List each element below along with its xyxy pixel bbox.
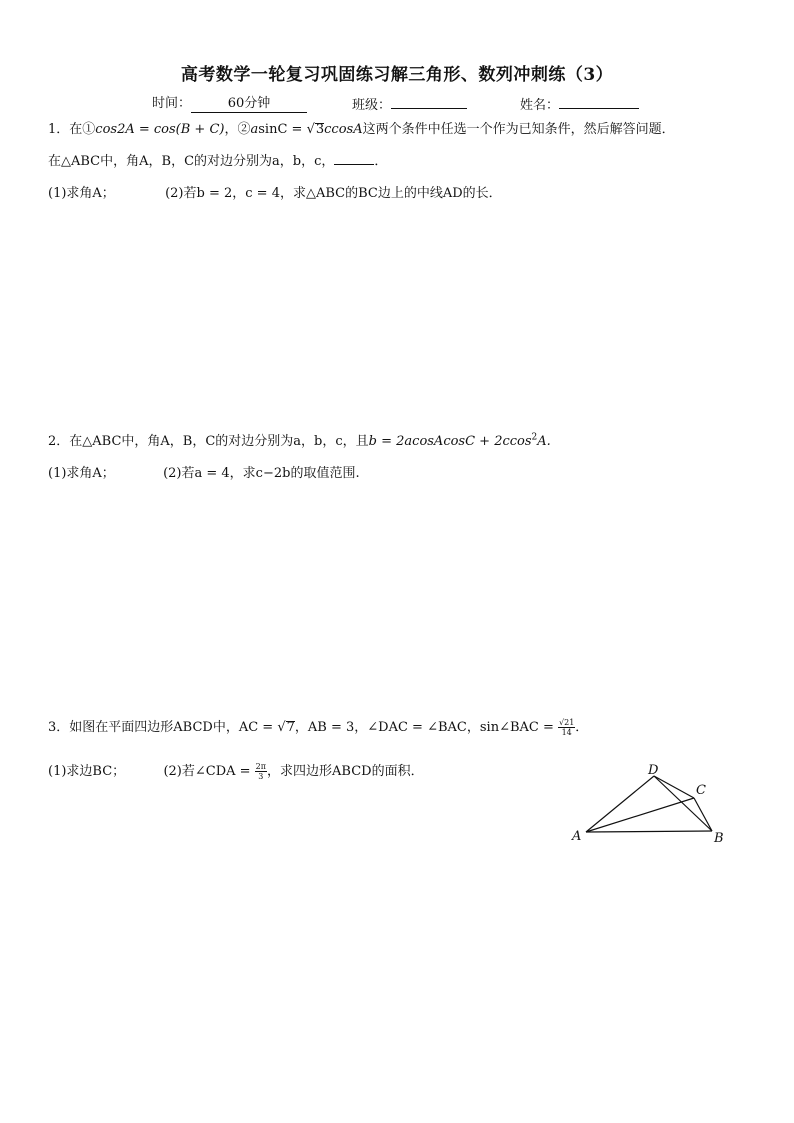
q3-angle-num: 2π (255, 762, 267, 771)
q2-intro: 在△ABC中，角A，B，C的对边分别为a，b，c，且 (69, 434, 369, 449)
q2-line1 (48, 430, 551, 449)
q1-line2-end: ． (374, 154, 388, 169)
q1-part2: (2)若b = 2，c = 4，求△ABC的BC边上的中线AD的长． (165, 186, 502, 201)
edge-AC (586, 798, 694, 832)
q3-parts (48, 760, 424, 781)
q2-formula-end: A. (537, 434, 551, 449)
q3-ac-sqrt: 7 (286, 720, 295, 735)
q2-number: 2． (48, 434, 70, 449)
label-A: A (572, 829, 582, 844)
label-C: C (696, 783, 706, 798)
quadrilateral-figure (568, 758, 738, 850)
label-D: D (648, 763, 659, 778)
q1-parts (48, 182, 502, 201)
class-blank[interactable] (391, 92, 467, 109)
q1-line2 (48, 150, 387, 169)
q1-number: 1． (48, 122, 70, 137)
q3-part2-b: ，求四边形ABCD的面积． (267, 764, 424, 779)
q1-cond2-c: ccosA (324, 122, 363, 137)
q2-part1: (1)求角A； (48, 466, 115, 481)
class-field (352, 92, 467, 113)
q1-cond2-sqrt: 3 (315, 122, 325, 137)
q3-number: 3． (48, 720, 70, 735)
q3-sin-num: √21 (559, 718, 575, 727)
class-label: 班级： (352, 98, 392, 113)
q1-line2-text: 在△ABC中，角A，B，C的对边分别为a，b，c， (48, 154, 335, 169)
q3-line1-mid: ，AB = 3，∠DAC = ∠BAC，sin∠BAC = (294, 720, 559, 735)
name-blank[interactable] (559, 92, 639, 109)
q2-formula-sup: 2 (531, 432, 538, 443)
q3-angle-den: 3 (258, 772, 264, 781)
q1-line1-rest: 这两个条件中任选一个作为已知条件，然后解答问题． (362, 122, 675, 137)
name-label: 姓名： (520, 98, 560, 113)
q1-cond1: cos2A = cos(B + C) (95, 122, 225, 137)
q3-intro: 如图在平面四边形ABCD中，AC = (69, 720, 278, 735)
edge-CB (694, 798, 712, 831)
q3-part1: (1)求边BC； (48, 764, 126, 779)
q1-answer-blank[interactable] (334, 152, 374, 165)
edge-AD (586, 776, 654, 832)
q3-line1: 3．如图在平面四边形ABCD中，AC = √7，AB = 3，∠DAC = ∠BAC，sin∠BAC = $\frac{√21}{14}$ ． (48, 718, 589, 737)
page-title: 高考数学一轮复习巩固练习解三角形、数列冲刺练（3） (180, 65, 614, 85)
label-B: B (714, 831, 724, 846)
q3-sin-fraction (558, 718, 575, 737)
q3-sin-den: 14 (561, 728, 572, 737)
q1-line1: 1．在①cos2A = cos(B + C)，②asinC = √3ccosA这两个条件中任选一个作为已知条件，然后解答问题． (48, 122, 675, 137)
q3-line1-end: ． (575, 720, 589, 735)
q2-part2: (2)若a = 4，求c−2b的取值范围. (163, 466, 360, 481)
q1-intro: 在① (69, 122, 96, 137)
q1-sep: ，② (224, 122, 251, 137)
q1-part1: (1)求角A； (48, 186, 115, 201)
name-field (520, 92, 639, 113)
q2-formula: b = 2acosAcosC + 2ccos (368, 434, 532, 449)
q3-angle-fraction (255, 762, 267, 781)
q3-part2-a: (2)若∠CDA = (163, 764, 255, 779)
q1-cond2-a: a (250, 122, 259, 137)
time-field (152, 92, 307, 113)
edge-AB (586, 831, 712, 832)
time-label: 时间： (152, 96, 192, 111)
q1-cond2-b: sinC = (258, 122, 307, 137)
time-value: 60分钟 (191, 96, 307, 113)
q2-parts (48, 462, 360, 481)
